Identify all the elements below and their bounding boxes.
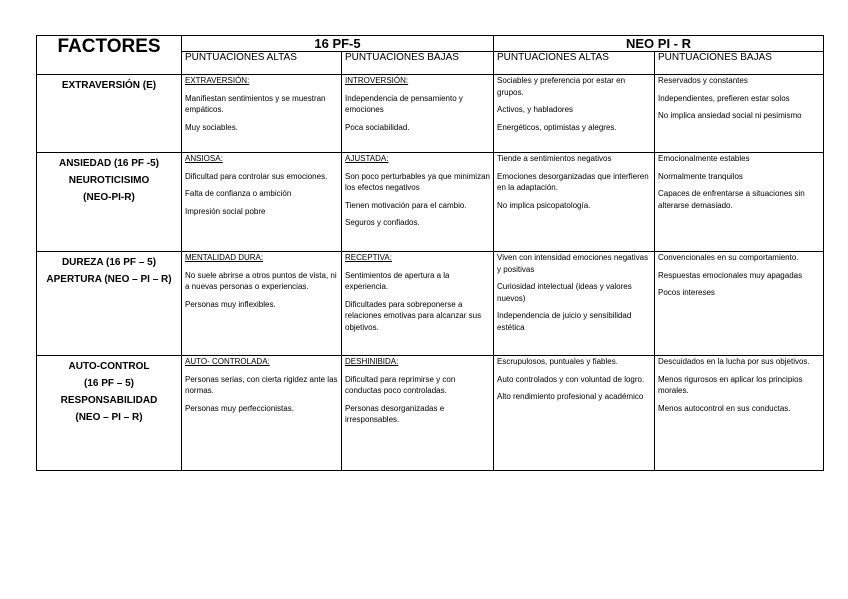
factor-line: (NEO-PI-R) — [83, 192, 135, 203]
cell-item: Personas muy perfeccionistas. — [185, 403, 294, 413]
cell-item: Respuestas emocionales muy apagadas — [658, 270, 803, 280]
cell-item: Personas muy inflexibles. — [185, 299, 276, 309]
cell-item: Impresión social pobre — [185, 206, 266, 216]
factor-cell — [37, 153, 182, 252]
cell-item: Dificultades para sobreponerse a relaciones emotivas para alcanzar sus objetivos. — [345, 299, 482, 332]
pf-low-cell — [342, 356, 494, 471]
cell-item: Dificultad para reprimirse y con conductas poco controladas. — [345, 374, 456, 396]
cell-item: Escrupulosos, puntuales y fiables. — [497, 357, 618, 366]
factor-line: ANSIEDAD (16 PF -5) — [58, 158, 159, 169]
cell-label: AUTO- CONTROLADA: — [185, 357, 270, 366]
factor-line: NEUROTICISIMO — [68, 175, 150, 186]
pf-low-cell — [342, 153, 494, 252]
cell-label: AJUSTADA: — [345, 154, 389, 163]
cell-label: EXTRAVERSIÓN: — [185, 76, 250, 85]
cell-label: RECEPTIVA: — [345, 253, 392, 262]
cell-item: Normalmente tranquilos — [658, 171, 743, 181]
group-header-neo: NEO PI - R — [494, 36, 824, 52]
cell-item: Independencia de pensamiento y emociones — [345, 93, 463, 115]
table-row — [37, 153, 824, 252]
neo-high-cell — [494, 75, 655, 153]
pf-low-cell — [342, 252, 494, 356]
cell-label: DESHINIBIDA: — [345, 357, 399, 366]
pf-high-cell — [182, 252, 342, 356]
neo-low-cell — [655, 153, 824, 252]
cell-item: Dificultad para controlar sus emociones. — [185, 171, 328, 181]
factor-line: RESPONSABILIDAD — [60, 395, 158, 406]
cell-item: Reservados y constantes — [658, 76, 748, 85]
cell-label: INTROVERSIÓN: — [345, 76, 409, 85]
cell-item: Auto controlados y con voluntad de logro. — [497, 374, 645, 384]
group-header-16pf: 16 PF-5 — [182, 36, 494, 52]
header-row — [37, 36, 824, 52]
factor-cell — [37, 252, 182, 356]
factor-line: AUTO-CONTROL — [68, 361, 150, 372]
cell-item: Personas desorganizadas e irresponsables. — [345, 403, 445, 425]
table-row — [37, 252, 824, 356]
cell-item: Activos, y habladores — [497, 105, 574, 115]
cell-item: Poca sociabilidad. — [345, 122, 410, 132]
pf-high-cell — [182, 153, 342, 252]
neo-high-cell — [494, 356, 655, 471]
neo-low-cell — [655, 356, 824, 471]
factor-cell — [37, 75, 182, 153]
cell-item: Energéticos, optimistas y alegres. — [497, 122, 617, 132]
factor-line: (NEO – PI – R) — [75, 412, 143, 423]
neo-low-cell — [655, 252, 824, 356]
subheader-neo-high: PUNTUACIONES ALTAS — [494, 52, 655, 75]
cell-item: Independencia de juicio y sensibilidad estética — [497, 311, 632, 332]
cell-item: Emocionalmente estables — [658, 154, 750, 163]
cell-item: Personas serias, con cierta rigidez ante las normas. — [185, 374, 338, 396]
factor-line: APERTURA (NEO – PI – R) — [46, 274, 172, 285]
cell-item: No implica ansiedad social ni pesimismo — [658, 111, 802, 121]
cell-item: Son poco perturbables ya que minimizan los efectos negativos — [345, 171, 490, 193]
neo-low-cell — [655, 75, 824, 153]
cell-item: Sociables y preferencia por estar en grupos. — [497, 76, 626, 97]
factor-line: EXTRAVERSIÓN (E) — [61, 80, 157, 91]
cell-item: No suele abrirse a otros puntos de vista, ni a nuevas personas o experiencias. — [185, 270, 337, 292]
pf-low-cell — [342, 75, 494, 153]
cell-label: MENTALIDAD DURA: — [185, 253, 264, 262]
cell-item: Descuidados en la lucha por sus objetivos. — [658, 357, 810, 366]
cell-item: Tiende a sentimientos negativos — [497, 154, 612, 163]
cell-item: Menos autocontrol en sus conductas. — [658, 403, 791, 413]
cell-label: ANSIOSA: — [185, 154, 223, 163]
cell-item: Emociones desorganizadas que interfieren en la adaptación. — [497, 171, 649, 193]
table-row — [37, 75, 824, 153]
cell-item: Convencionales en su comportamiento. — [658, 253, 799, 262]
factors-table — [36, 35, 824, 471]
cell-item: Viven con intensidad emociones negativas y positivas — [497, 253, 649, 274]
cell-item: Capaces de enfrentarse a situaciones sin alterarse demasiado. — [658, 189, 805, 210]
neo-high-cell — [494, 153, 655, 252]
factor-line: DUREZA (16 PF – 5) — [61, 257, 157, 268]
factor-line: (16 PF – 5) — [83, 378, 135, 389]
factor-cell — [37, 356, 182, 471]
cell-item: Alto rendimiento profesional y académico — [497, 392, 644, 402]
cell-item: Manifiestan sentimientos y se muestran empáticos. — [185, 93, 326, 115]
cell-item: Pocos intereses — [658, 288, 715, 298]
table-row — [37, 356, 824, 471]
subheader-pf-low: PUNTUACIONES BAJAS — [342, 52, 494, 75]
subheader-pf-high: PUNTUACIONES ALTAS — [182, 52, 342, 75]
pf-high-cell — [182, 75, 342, 153]
cell-item: Curiosidad intelectual (ideas y valores nuevos) — [497, 282, 632, 303]
cell-item: Falta de confianza o ambición — [185, 189, 292, 199]
pf-high-cell — [182, 356, 342, 471]
cell-item: Sentimientos de apertura a la experiencia. — [345, 270, 450, 292]
factores-header: FACTORES — [37, 36, 182, 75]
cell-item: Independientes, prefieren estar solos — [658, 93, 790, 103]
cell-item: Tienen motivación para el cambio. — [345, 200, 467, 210]
subheader-neo-low: PUNTUACIONES BAJAS — [655, 52, 824, 75]
cell-item: Menos rigurosos en aplicar los principios morales. — [658, 374, 803, 396]
cell-item: Muy sociables. — [185, 122, 238, 132]
cell-item: Seguros y confiados. — [345, 218, 420, 228]
cell-item: No implica psicopatología. — [497, 200, 591, 210]
neo-high-cell — [494, 252, 655, 356]
